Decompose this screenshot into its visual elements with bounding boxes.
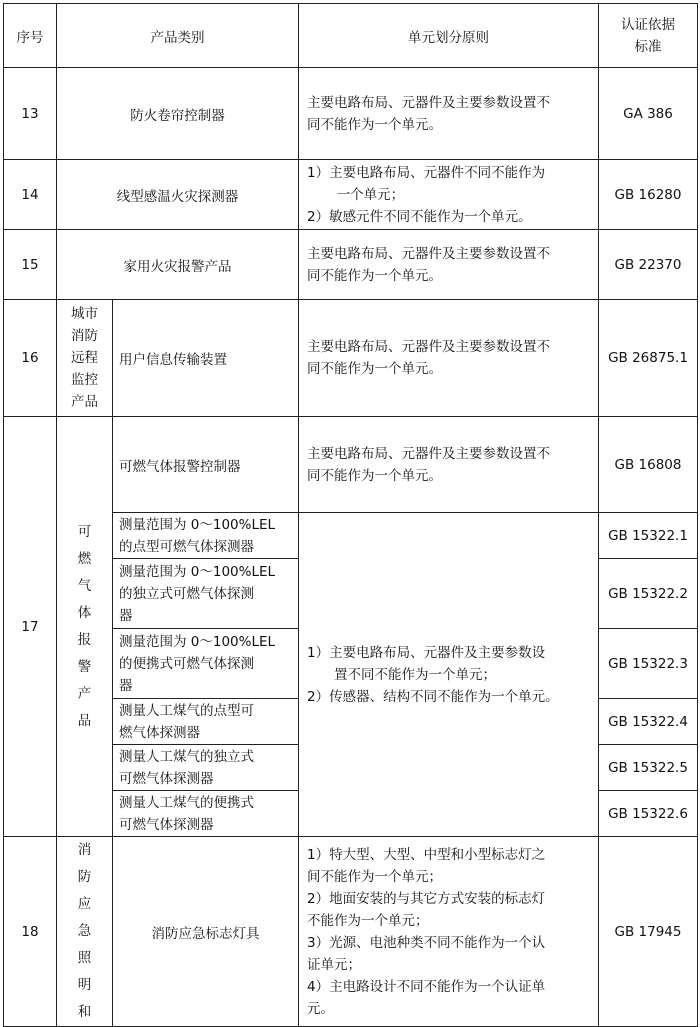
table-row-15 [4,230,698,300]
unit-principle [299,68,599,160]
table-row-13 [4,68,698,160]
standard-code: GB 15322.4 [599,699,698,745]
category-char: 气 [77,577,92,594]
category-char: 远程 [71,350,98,366]
category-char: 消 [77,842,92,858]
category-label [57,417,113,837]
category-char: 产品 [71,394,98,410]
product-name: 家用火灾报警产品 [57,230,299,300]
unit-principle [299,417,599,513]
principle-line: 1）主要电路布局、元器件及主要参数设 [307,644,546,661]
category-char: 报 [77,631,92,648]
principle-line: 元。 [307,1000,334,1017]
principle-line: 1）主要电路布局、元器件不同不能作为 [307,164,546,181]
product-name: 可燃气体报警控制器 [113,417,299,513]
category-char: 城市 [71,306,98,322]
header-category: 产品类别 [57,4,299,68]
principle-line: 一个单元； [336,186,405,203]
product-name: 用户信息传输装置 [113,300,299,417]
product-line: 测量范围为 0～100%LEL [119,633,276,650]
row-number: 13 [4,68,57,160]
product-line: 可燃气体探测器 [119,770,214,787]
product-line: 的便携式可燃气体探测 [119,655,254,672]
standard-code: GB 26875.1 [599,300,698,417]
principle-line: 同不能作为一个单元。 [307,116,442,133]
category-char: 体 [77,604,92,621]
table-row-14 [4,160,698,230]
standard-code: GB 22370 [599,230,698,300]
certification-unit-table [3,3,698,1027]
unit-principle [299,513,599,837]
principle-line: 不能作为一个单元； [307,912,429,929]
unit-principle [299,300,599,417]
category-char: 消防 [71,328,98,344]
principle-line: 证单元； [307,956,361,973]
header-standard-line1: 认证依据 [621,16,675,33]
product-line: 的独立式可燃气体探测 [119,585,254,602]
principle-line: 同不能作为一个单元。 [307,267,442,284]
standard-code: GB 17945 [599,837,698,1027]
header-no: 序号 [4,4,57,68]
product-name [113,791,299,837]
product-name [113,629,299,699]
header-principle: 单元划分原则 [299,4,599,68]
header-row [4,4,698,68]
principle-line: 2）敏感元件不同不能作为一个单元。 [307,208,532,225]
product-name: 防火卷帘控制器 [57,68,299,160]
principle-line: 同不能作为一个单元。 [307,361,442,377]
principle-line: 主要电路布局、元器件及主要参数设置不 [307,445,550,462]
category-char: 明 [77,977,92,993]
category-char: 燃 [77,550,92,567]
product-name [113,745,299,791]
category-char: 警 [77,658,92,675]
principle-line: 主要电路布局、元器件及主要参数设置不 [307,94,550,111]
product-line: 测量人工煤气的独立式 [119,748,254,765]
category-label [57,300,113,417]
product-line: 测量人工煤气的便携式 [119,794,254,811]
standard-code: GB 15322.6 [599,791,698,837]
row-number: 18 [4,837,57,1027]
category-char: 品 [77,712,92,729]
category-char: 防 [77,869,92,885]
product-name: 消防应急标志灯具 [113,837,299,1027]
standard-code: GB 16280 [599,160,698,230]
principle-line: 2）传感器、结构不同不能作为一个单元。 [307,688,559,705]
principle-line: 间不能作为一个单元； [307,868,442,885]
category-char: 应 [77,896,92,912]
product-line: 器 [119,607,133,624]
principle-line: 同不能作为一个单元。 [307,467,442,484]
row-number: 15 [4,230,57,300]
header-standard [599,4,698,68]
principle-line: 4）主电路设计不同不能作为一个认证单 [307,978,546,995]
standard-code: GB 15322.1 [599,513,698,559]
table-row-16 [4,300,698,417]
product-line: 器 [119,677,133,694]
principle-line: 置不同不能作为一个单元； [334,666,496,683]
category-char: 和 [77,1004,92,1020]
principle-line: 3）光源、电池种类不同不能作为一个认 [307,934,546,951]
row-number: 16 [4,300,57,417]
category-char: 可 [77,523,92,540]
product-name: 线型感温火灾探测器 [57,160,299,230]
product-name [113,699,299,745]
product-line: 的点型可燃气体探测器 [119,538,254,555]
standard-code: GB 15322.3 [599,629,698,699]
product-line: 燃气体探测器 [119,724,200,741]
product-line: 可燃气体探测器 [119,816,214,833]
standard-code: GB 15322.5 [599,745,698,791]
standard-code: GA 386 [599,68,698,160]
product-line: 测量范围为 0～100%LEL [119,563,276,580]
product-line: 测量人工煤气的点型可 [119,702,254,719]
standard-code: GB 15322.2 [599,559,698,629]
row-number: 17 [4,417,57,837]
principle-line: 主要电路布局、元器件及主要参数设置不 [307,245,550,262]
table-row-18 [4,837,698,1027]
category-label [57,837,113,1027]
category-char: 照 [77,950,92,966]
category-char: 产 [77,685,92,702]
table-row-17-controller [4,417,698,513]
principle-line: 主要电路布局、元器件及主要参数设置不 [307,339,550,355]
category-char: 急 [77,923,92,939]
unit-principle [299,230,599,300]
principle-line: 2）地面安装的与其它方式安装的标志灯 [307,890,546,907]
standard-code: GB 16808 [599,417,698,513]
product-name [113,559,299,629]
unit-principle [299,837,599,1027]
product-line: 测量范围为 0～100%LEL [119,516,276,533]
principle-line: 1）特大型、大型、中型和小型标志灯之 [307,846,546,863]
product-name [113,513,299,559]
category-char: 监控 [71,372,98,388]
row-number: 14 [4,160,57,230]
header-standard-line2: 标准 [634,38,662,55]
unit-principle [299,160,599,230]
